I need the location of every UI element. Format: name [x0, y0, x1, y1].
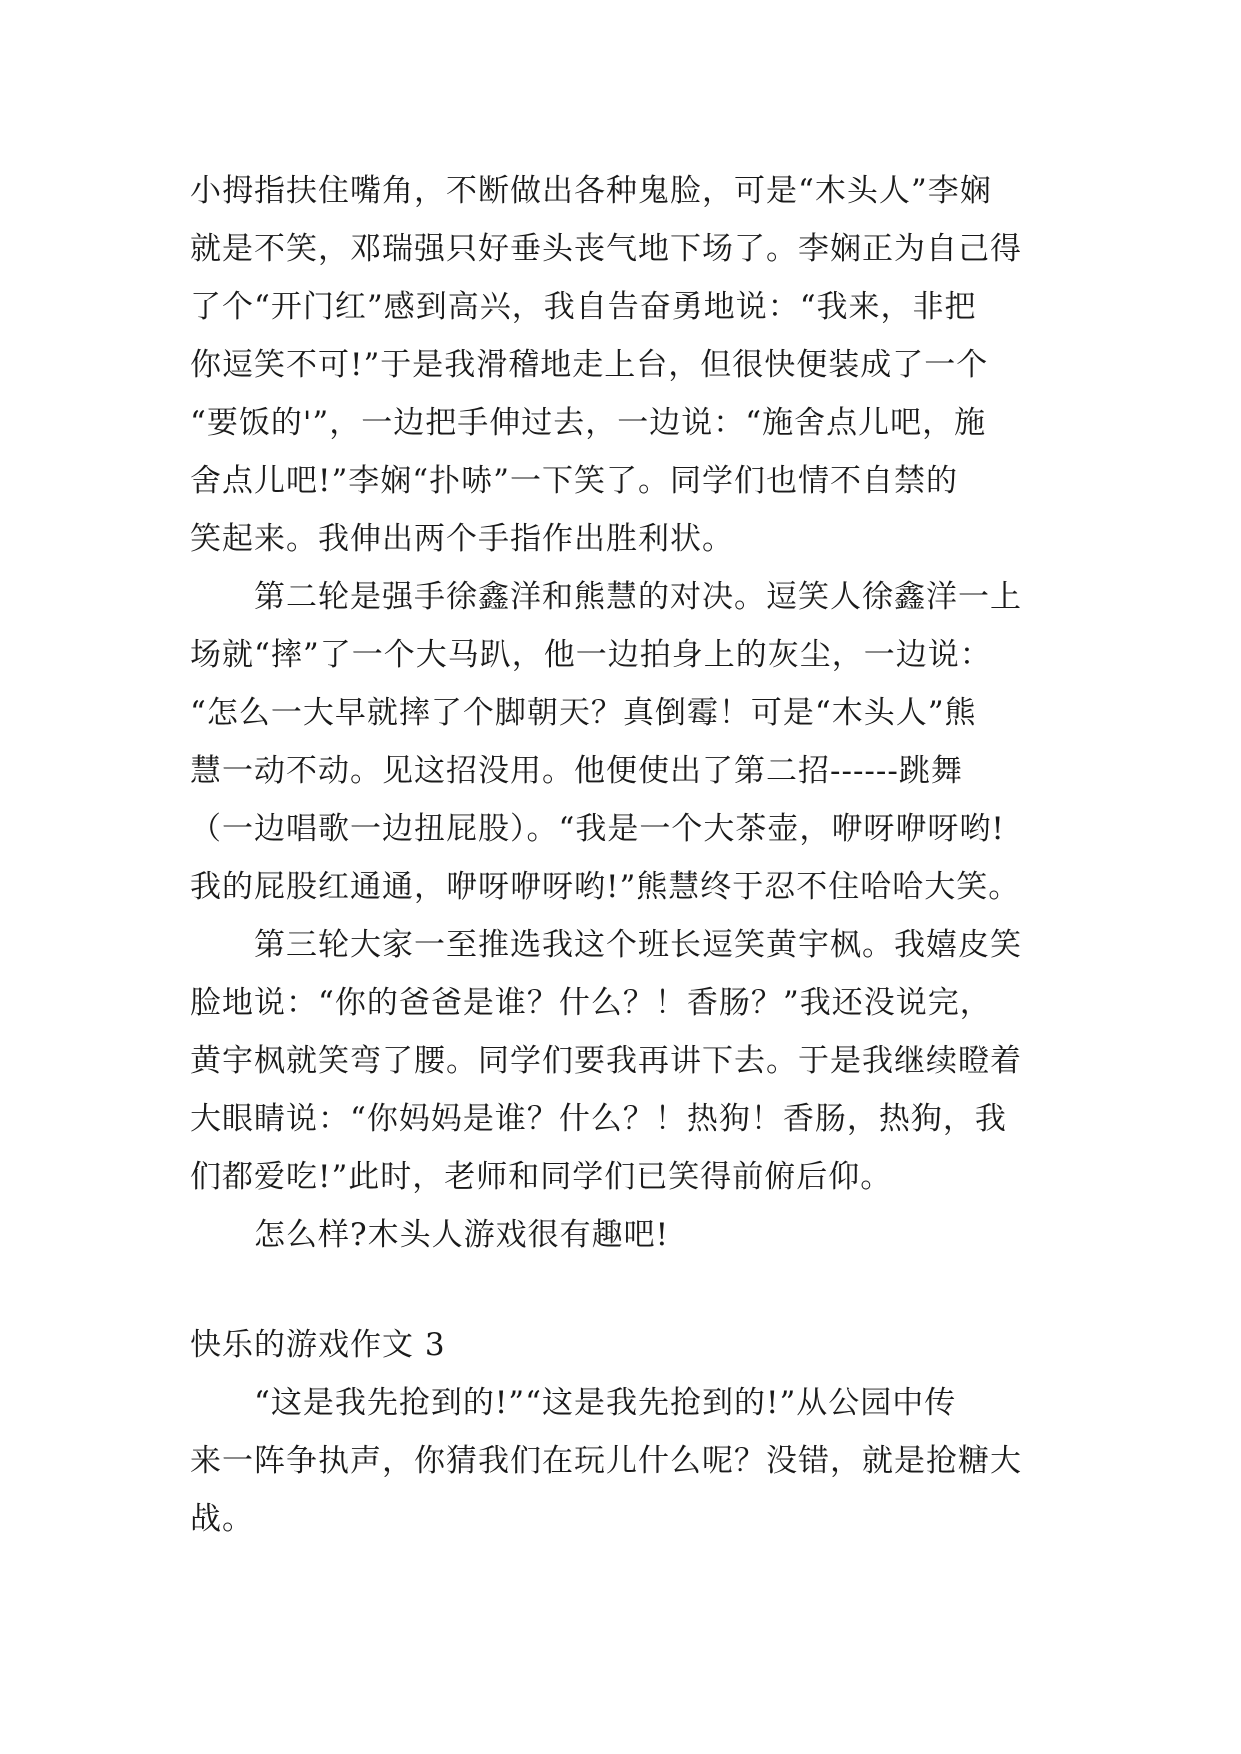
text-line: 来一阵争执声，你猜我们在玩儿什么呢？没错，就是抢糖大 — [190, 1443, 1022, 1479]
text-line: 你逗笑不可!”于是我滑稽地走上台，但很快便装成了一个 — [190, 347, 989, 383]
text-line: 们都爱吃!”此时，老师和同学们已笑得前俯后仰。 — [190, 1159, 893, 1195]
section-heading: 快乐的游戏作文 3 — [190, 1327, 446, 1363]
text-line: 场就“摔”了一个大马趴，他一边拍身上的灰尘，一边说： — [190, 637, 992, 673]
text-line: （一边唱歌一边扭屁股）。“我是一个大茶壶，咿呀咿呀哟! — [190, 811, 1005, 847]
text-line: 了个“开门红”感到高兴，我自告奋勇地说：“我来，非把 — [190, 289, 977, 325]
text-line: 我的屁股红通通，咿呀咿呀哟!”熊慧终于忍不住哈哈大笑。 — [190, 869, 1021, 905]
text-line: 第三轮大家一至推选我这个班长逗笑黄宇枫。我嬉皮笑 — [190, 927, 1022, 963]
text-line: 第二轮是强手徐鑫洋和熊慧的对决。逗笑人徐鑫洋一上 — [190, 579, 1022, 615]
text-line: 笑起来。我伸出两个手指作出胜利状。 — [190, 521, 734, 557]
text-line: “要饭的'”，一边把手伸过去，一边说：“施舍点儿吧，施 — [190, 405, 987, 441]
text-line: “怎么一大早就摔了个脚朝天？真倒霉！可是“木头人”熊 — [190, 695, 977, 731]
text-line: “这是我先抢到的!”“这是我先抢到的!”从公园中传 — [190, 1385, 957, 1421]
text-line: 怎么样?木头人游戏很有趣吧! — [190, 1217, 670, 1253]
text-line: 就是不笑，邓瑞强只好垂头丧气地下场了。李娴正为自己得 — [190, 231, 1022, 267]
text-line: 小拇指扶住嘴角，不断做出各种鬼脸，可是“木头人”李娴 — [190, 173, 992, 209]
text-line: 脸地说：“你的爸爸是谁？什么？！香肠？”我还没说完， — [190, 985, 992, 1021]
text-line: 舍点儿吧!”李娴“扑哧”一下笑了。同学们也情不自禁的 — [190, 463, 958, 499]
text-line: 大眼睛说：“你妈妈是谁？什么？！热狗！香肠，热狗，我 — [190, 1101, 1007, 1137]
text-line: 黄宇枫就笑弯了腰。同学们要我再讲下去。于是我继续瞪着 — [190, 1043, 1022, 1079]
text-line: 慧一动不动。见这招没用。他便使出了第二招------跳舞 — [190, 753, 963, 789]
text-line: 战。 — [190, 1501, 254, 1537]
